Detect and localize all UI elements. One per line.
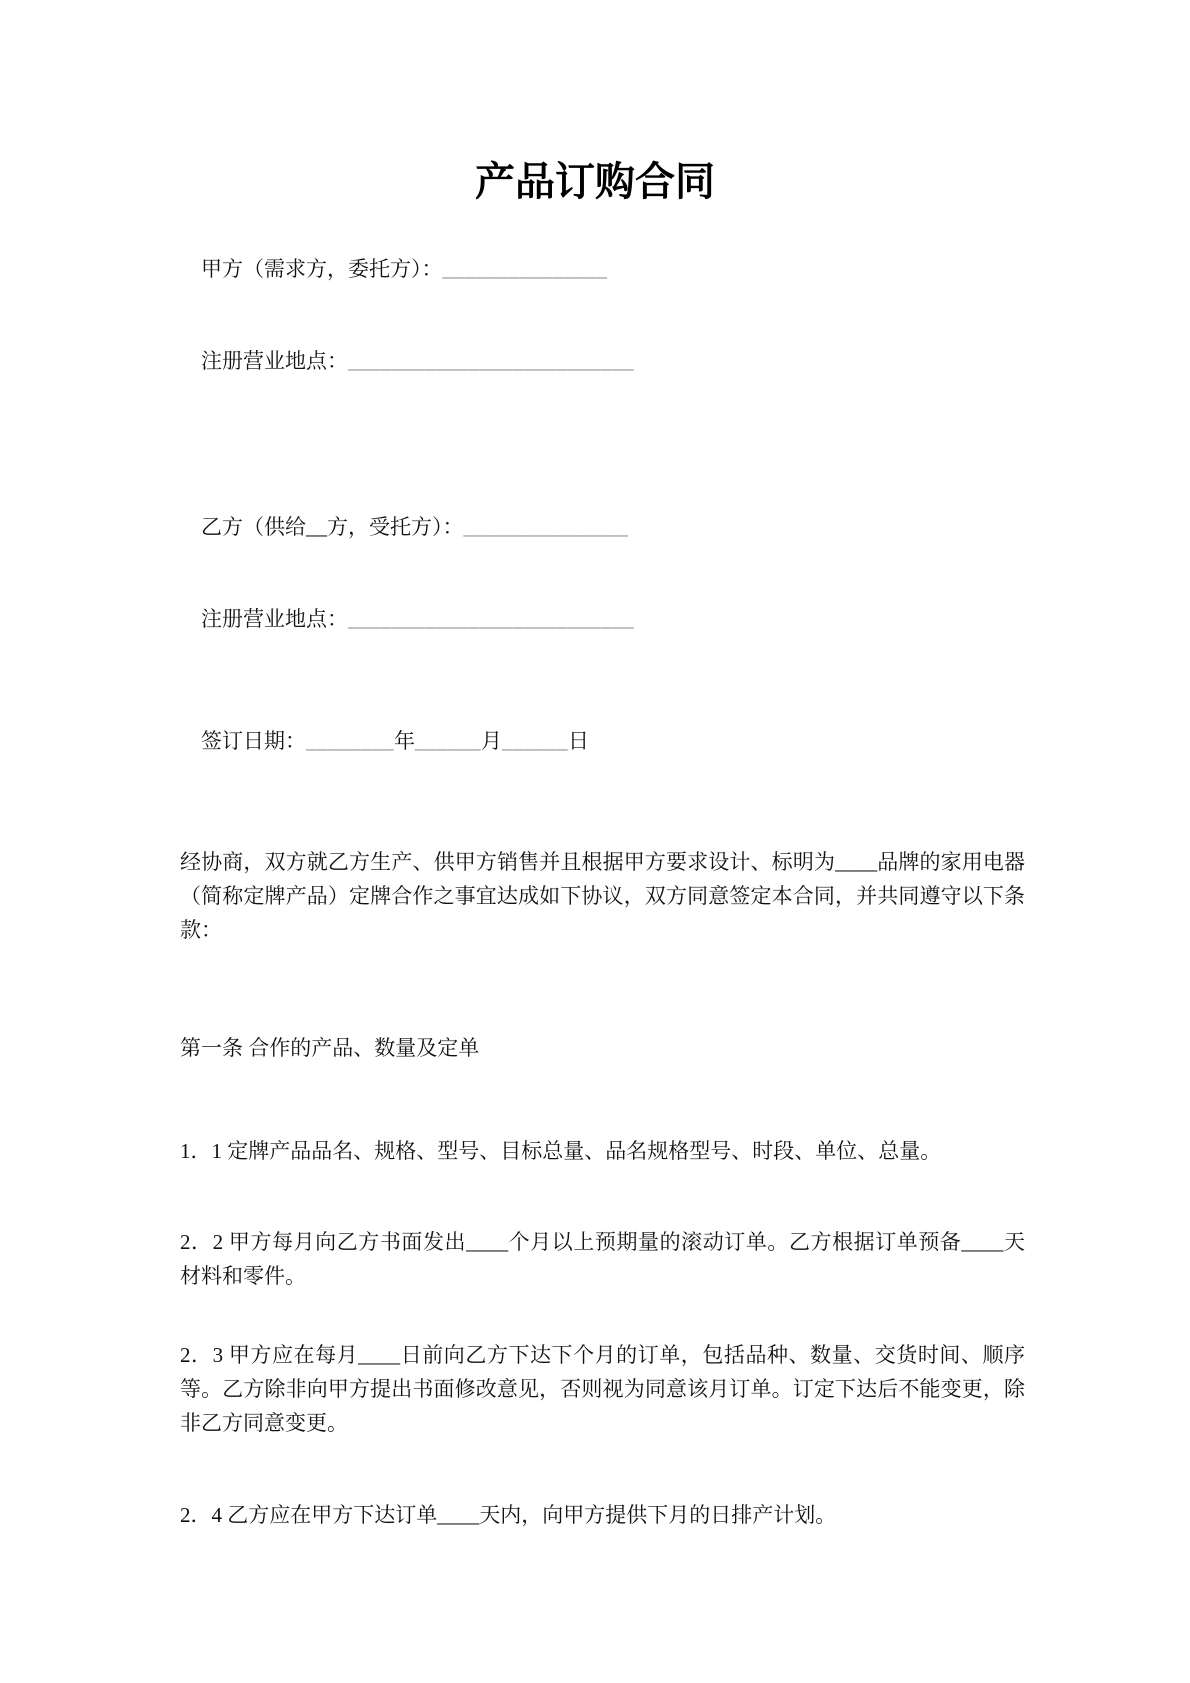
clause-2-3: 2．3 甲方应在每月____日前向乙方下达下个月的订单，包括品种、数量、交货时间、顺序等。乙方除非向甲方提出书面修改意见，否则视为同意该月订单。订定下达后不能变更，除非乙方同意变更。 xyxy=(180,1343,1025,1435)
preamble-paragraph: 经协商，双方就乙方生产、供甲方销售并且根据甲方要求设计、标明为____品牌的家用电器（简称定牌产品）定牌合作之事宜达成如下协议，双方同意签定本合同，并共同遵守以下条款： xyxy=(180,850,1025,942)
party-a-blank: _______________ xyxy=(442,257,608,281)
sign-date-line xyxy=(180,690,589,792)
party-b-address-blank: __________________________ xyxy=(348,607,634,631)
party-b-label: 乙方（供给__方，受托方）： xyxy=(201,515,464,539)
party-a-line xyxy=(180,218,608,320)
party-b-blank: _______________ xyxy=(463,515,629,539)
sign-date-month-label: 月 xyxy=(481,729,502,753)
sign-date-label: 签订日期： xyxy=(201,729,306,753)
party-a-address-line xyxy=(180,310,634,412)
party-b-address-label: 注册营业地点： xyxy=(201,607,348,631)
party-a-label: 甲方（需求方，委托方）： xyxy=(201,257,443,281)
sign-date-month-blank: ______ xyxy=(415,729,481,753)
party-b-line xyxy=(180,476,629,578)
clause-2-2: 2．2 甲方每月向乙方书面发出____个月以上预期量的滚动订单。乙方根据订单预备____天材料和零件。 xyxy=(180,1230,1025,1288)
sign-date-day-label: 日 xyxy=(568,729,589,753)
party-a-address-blank: __________________________ xyxy=(348,349,634,373)
clause-2-4: 2．4 乙方应在甲方下达订单____天内，向甲方提供下月的日排产计划。 xyxy=(180,1503,837,1527)
party-a-address-label: 注册营业地点： xyxy=(201,349,348,373)
sign-date-year-blank: ________ xyxy=(306,729,394,753)
sign-date-day-blank: ______ xyxy=(502,729,568,753)
party-b-address-line xyxy=(180,568,634,670)
section1-heading: 第一条 合作的产品、数量及定单 xyxy=(180,1036,480,1060)
sign-date-year-label: 年 xyxy=(394,729,415,753)
page-title: 产品订购合同 xyxy=(475,159,715,204)
clause-1-1: 1．1 定牌产品品名、规格、型号、目标总量、品名规格型号、时段、单位、总量。 xyxy=(180,1139,942,1163)
